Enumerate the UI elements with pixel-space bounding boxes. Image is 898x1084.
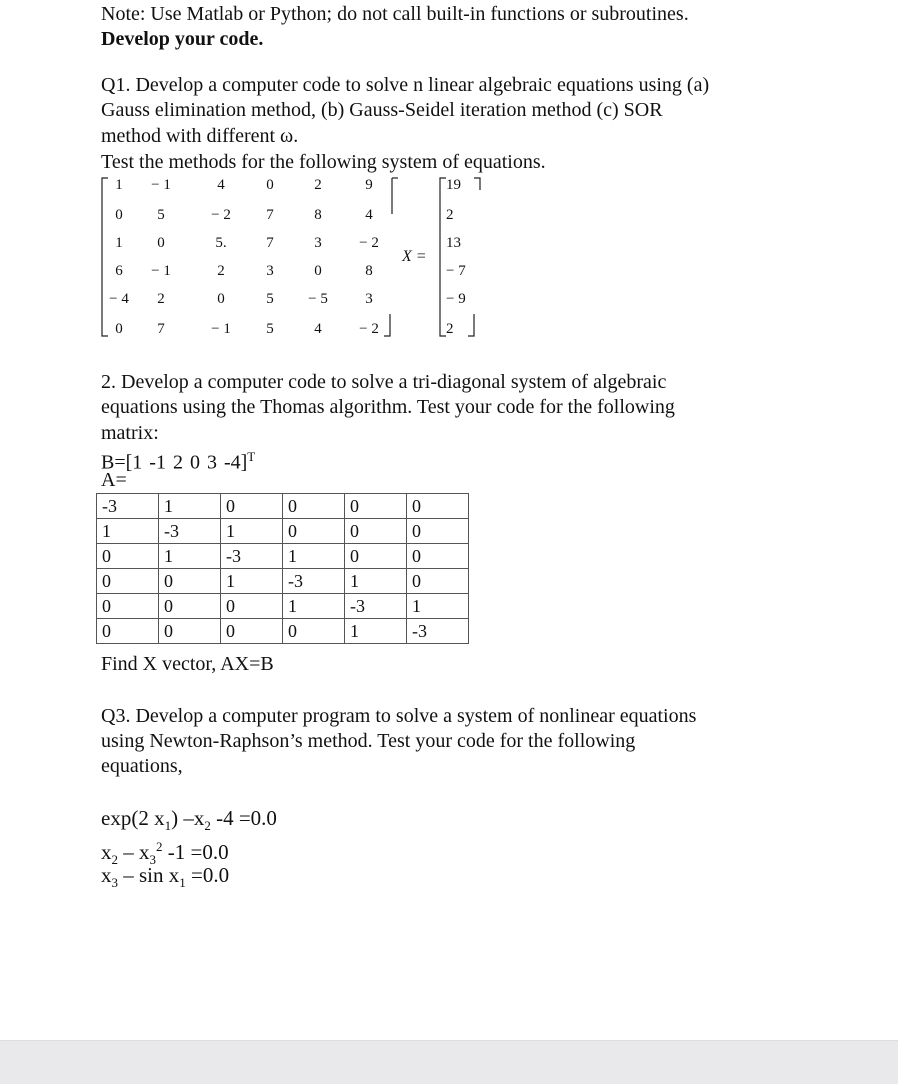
note-line-2: Develop your code. xyxy=(101,28,264,50)
q3-line-3: equations, xyxy=(101,755,183,777)
matrix-cell: 5 xyxy=(266,291,274,307)
table-cell: 0 xyxy=(159,594,221,619)
eq2-sup: 2 xyxy=(156,839,163,854)
table-row xyxy=(97,544,469,569)
eq1-part-b: ) –x xyxy=(171,806,205,830)
table-cell: -3 xyxy=(407,619,469,644)
x-equals-label: X = xyxy=(402,248,427,265)
matrix-cell: 1 xyxy=(115,235,123,251)
table-cell: 0 xyxy=(407,569,469,594)
table-cell: 0 xyxy=(221,594,283,619)
matrix-cell: 0 xyxy=(314,263,322,279)
table-cell: 1 xyxy=(407,594,469,619)
rhs-cell: − 7 xyxy=(446,263,466,279)
eq2-sub-1: 2 xyxy=(111,852,118,868)
matrix-cell: 0 xyxy=(115,321,123,337)
table-row xyxy=(97,569,469,594)
table-cell: -3 xyxy=(345,594,407,619)
table-cell: 0 xyxy=(97,594,159,619)
matrix-cell: − 1 xyxy=(211,321,231,337)
rhs-cell: 2 xyxy=(446,321,454,337)
matrix-cell: 9 xyxy=(365,177,373,193)
matrix-cell: 7 xyxy=(157,321,165,337)
matrix-cell: 0 xyxy=(217,291,225,307)
matrix-cell: 8 xyxy=(365,263,373,279)
b-vector-text: B=[1 -1 2 0 3 -4] xyxy=(101,451,248,474)
table-cell: 0 xyxy=(283,619,345,644)
table-cell: 1 xyxy=(221,519,283,544)
matrix-cell: − 2 xyxy=(211,207,231,223)
table-cell: 0 xyxy=(159,619,221,644)
matrix-cell: 2 xyxy=(157,291,165,307)
q2-line-2: equations using the Thomas algorithm. Test your code for the following xyxy=(101,396,675,418)
table-cell: -3 xyxy=(283,569,345,594)
table-cell: 1 xyxy=(345,569,407,594)
rhs-left-bracket xyxy=(440,178,446,336)
a-label: A= xyxy=(101,469,127,491)
table-cell: 1 xyxy=(159,544,221,569)
eq1-sub-1: 1 xyxy=(164,818,172,834)
q1-matrix-system xyxy=(98,174,498,344)
matrix-cell: 7 xyxy=(266,207,274,223)
q1-line-1: Q1. Develop a computer code to solve n linear algebraic equations using (a) xyxy=(101,74,710,96)
matrix-cell: 0 xyxy=(115,207,123,223)
eq3-sub-1: 3 xyxy=(111,875,118,891)
matrix-cell: 3 xyxy=(314,235,322,251)
table-row xyxy=(97,494,469,519)
q1-line-3: method with different ω. xyxy=(101,125,299,147)
table-cell: 1 xyxy=(283,594,345,619)
matrix-cell: 6 xyxy=(115,263,123,279)
matrix-cell: − 1 xyxy=(151,263,171,279)
matrix-cell: 4 xyxy=(314,321,322,337)
eq2-sub-2: 3 xyxy=(149,852,156,868)
note-line-1: Note: Use Matlab or Python; do not call built-in functions or subroutines. xyxy=(101,3,689,25)
matrix-brackets xyxy=(98,174,498,344)
table-row xyxy=(97,619,469,644)
matrix-cell: 5 xyxy=(266,321,274,337)
table-cell: 0 xyxy=(407,544,469,569)
table-cell: 0 xyxy=(407,519,469,544)
matrix-cell: 7 xyxy=(266,235,274,251)
table-cell: -3 xyxy=(159,519,221,544)
eq3-sub-2: 1 xyxy=(179,875,186,891)
matrix-cell: 4 xyxy=(217,177,225,193)
matrix-cell: − 2 xyxy=(359,321,379,337)
table-cell: 1 xyxy=(97,519,159,544)
b-vector-transpose: T xyxy=(247,449,256,464)
matrix-cell: 3 xyxy=(365,291,373,307)
table-cell: 0 xyxy=(221,494,283,519)
right-bracket-lower xyxy=(384,314,390,336)
table-cell: 0 xyxy=(221,619,283,644)
matrix-cell: 5. xyxy=(215,235,227,251)
eq2-part-b: – x xyxy=(118,840,150,864)
table-cell: 1 xyxy=(345,619,407,644)
q3-line-2: using Newton-Raphson’s method. Test your code for the following xyxy=(101,730,636,752)
matrix-cell: 1 xyxy=(115,177,123,193)
bottom-bar xyxy=(0,1040,898,1084)
matrix-cell: 8 xyxy=(314,207,322,223)
table-cell: 0 xyxy=(345,494,407,519)
equation-1 xyxy=(101,806,277,838)
matrix-cell: − 2 xyxy=(359,235,379,251)
matrix-cell: − 4 xyxy=(109,291,129,307)
equation-3 xyxy=(101,863,229,895)
eq1-part-a: exp(2 x xyxy=(101,806,165,830)
rhs-cell: 13 xyxy=(446,235,461,251)
table-cell: 0 xyxy=(345,544,407,569)
eq2-part-a: x xyxy=(101,840,112,864)
table-cell: -3 xyxy=(97,494,159,519)
q1-line-4: Test the methods for the following system of equations. xyxy=(101,151,546,173)
eq2-part-c: -1 =0.0 xyxy=(162,840,229,864)
table-cell: 1 xyxy=(221,569,283,594)
q2-line-3: matrix: xyxy=(101,422,159,444)
rhs-cell: − 9 xyxy=(446,291,466,307)
q2-line-1: 2. Develop a computer code to solve a tri-diagonal system of algebraic xyxy=(101,371,667,393)
eq1-part-c: -4 =0.0 xyxy=(210,806,277,830)
rhs-cell: 19 xyxy=(446,177,461,193)
table-cell: 0 xyxy=(97,619,159,644)
table-cell: 0 xyxy=(283,519,345,544)
left-bracket xyxy=(102,178,108,336)
eq3-part-c: =0.0 xyxy=(185,863,230,887)
eq3-part-a: x xyxy=(101,863,112,887)
eq3-part-b: – sin x xyxy=(118,863,180,887)
matrix-cell: 0 xyxy=(157,235,165,251)
table-cell: 0 xyxy=(407,494,469,519)
table-cell: 1 xyxy=(283,544,345,569)
rhs-cell: 2 xyxy=(446,207,454,223)
matrix-cell: − 5 xyxy=(308,291,328,307)
matrix-cell: 3 xyxy=(266,263,274,279)
q1-line-2: Gauss elimination method, (b) Gauss-Seidel iteration method (c) SOR xyxy=(101,99,663,121)
a-matrix-table xyxy=(96,493,469,644)
table-cell: -3 xyxy=(221,544,283,569)
table-cell: 0 xyxy=(345,519,407,544)
matrix-cell: − 1 xyxy=(151,177,171,193)
table-cell: 1 xyxy=(159,494,221,519)
table-cell: 0 xyxy=(159,569,221,594)
matrix-cell: 0 xyxy=(266,177,274,193)
find-x-text: Find X vector, AX=B xyxy=(101,653,274,675)
eq1-sub-2: 2 xyxy=(204,818,211,834)
table-row xyxy=(97,594,469,619)
table-cell: 0 xyxy=(97,569,159,594)
table-cell: 0 xyxy=(283,494,345,519)
table-cell: 0 xyxy=(97,544,159,569)
table-row xyxy=(97,519,469,544)
matrix-cell: 4 xyxy=(365,207,373,223)
q3-line-1: Q3. Develop a computer program to solve a system of nonlinear equations xyxy=(101,705,697,727)
matrix-cell: 2 xyxy=(314,177,322,193)
matrix-cell: 5 xyxy=(157,207,165,223)
matrix-cell: 2 xyxy=(217,263,225,279)
